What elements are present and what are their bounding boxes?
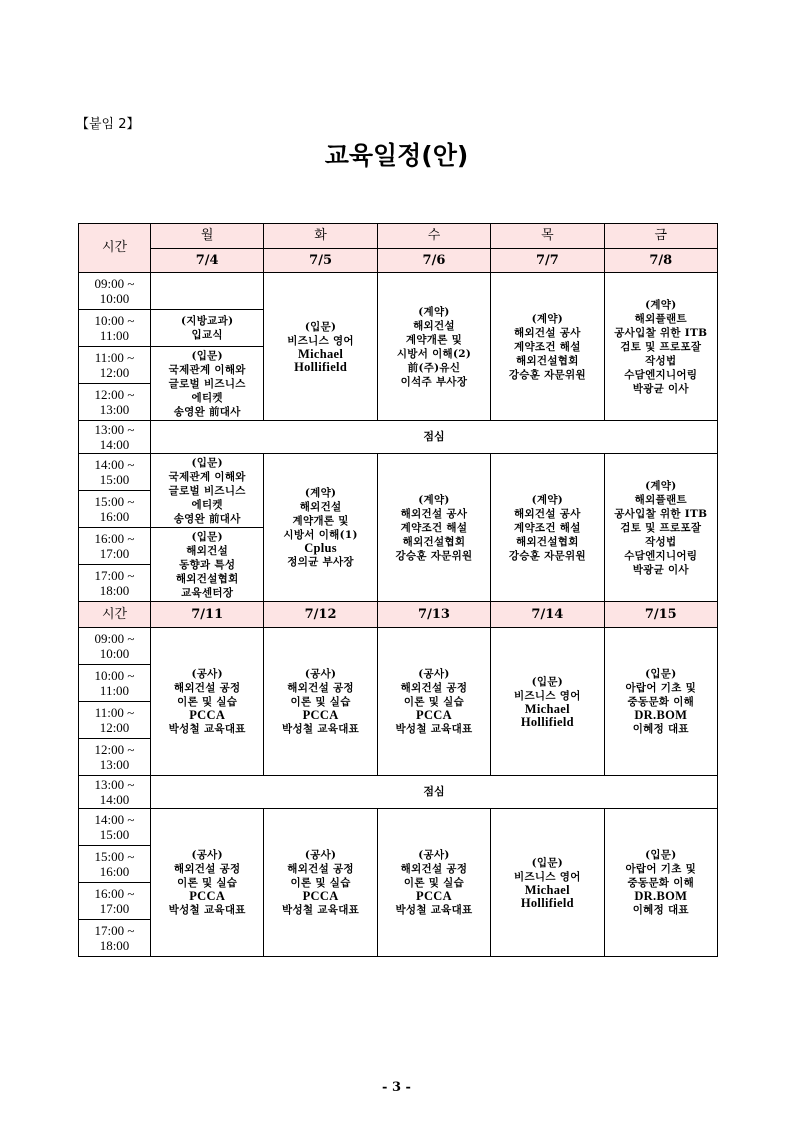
- time-slot-line: 12:00: [99, 365, 130, 380]
- time-slot: [79, 565, 151, 602]
- time-slot-row: [79, 454, 718, 491]
- time-slot: [79, 454, 151, 491]
- session-line: 시방서 이해(2): [396, 347, 472, 360]
- time-slot: [79, 665, 151, 702]
- time-slot-line: 11:00: [99, 683, 130, 698]
- time-slot-line: 11:00 ~: [94, 705, 135, 720]
- session-line: 계약조건 해설: [514, 521, 581, 534]
- session-line: 송영완 前대사: [173, 512, 241, 525]
- session-line: 글로벌 비즈니스: [168, 484, 246, 497]
- time-slot-line: 18:00: [99, 583, 130, 598]
- day-header: 금: [604, 224, 717, 249]
- session-line: 아랍어 기초 및: [625, 682, 697, 694]
- session-cell: [491, 809, 604, 957]
- session-line: (계약): [418, 305, 450, 318]
- time-slot-line: 17:00 ~: [94, 568, 135, 583]
- session-line: 박광균 이사: [632, 563, 689, 576]
- time-slot-row: [79, 809, 718, 846]
- session-line: (입문): [531, 856, 564, 869]
- time-slot-line: 13:00 ~: [94, 422, 135, 437]
- session-cell: [377, 809, 490, 957]
- session-line: 공사입찰 위한 ITB: [614, 326, 708, 339]
- day-header: 월: [151, 224, 264, 249]
- time-slot: [79, 883, 151, 920]
- session-cell: [264, 628, 377, 776]
- session-cell: [604, 454, 717, 602]
- session-line: 박성철 교육대표: [395, 904, 473, 916]
- session-line: 해외건설협회: [175, 572, 239, 585]
- time-slot: [79, 347, 151, 384]
- session-line: (입문): [645, 668, 677, 680]
- session-line: 작성법: [645, 535, 677, 548]
- session-line: 이혜정 대표: [632, 904, 689, 916]
- lunch-break: 점심: [151, 776, 718, 809]
- date-header: 7/14: [491, 602, 604, 628]
- time-slot-line: 12:00 ~: [94, 742, 135, 757]
- session-line: 박성철 교육대표: [282, 723, 360, 735]
- session-line: 국제관계 이해와: [168, 470, 246, 483]
- session-line: Cplus: [304, 541, 337, 555]
- date-header: 7/8: [604, 249, 717, 273]
- session-line: 이론 및 실습: [177, 696, 238, 708]
- session-line: 이론 및 실습: [403, 696, 465, 708]
- session-line: (입문): [191, 530, 223, 543]
- session-line: Hollifield: [520, 895, 574, 910]
- session-line: 중동문화 이해: [627, 696, 695, 708]
- session-line: 국제관계 이해와: [168, 363, 246, 376]
- time-slot-line: 12:00 ~: [94, 387, 135, 402]
- session-line: 해외플랜트: [634, 312, 687, 325]
- time-slot-line: 10:00: [99, 291, 130, 306]
- session-line: 박성철 교육대표: [168, 723, 246, 735]
- session-line: 강승훈 자문위원: [395, 549, 473, 562]
- session-line: 교육센터장: [181, 586, 234, 599]
- day-header-row: [79, 224, 718, 249]
- time-slot-line: 17:00 ~: [94, 923, 135, 938]
- session-line: (공사): [191, 849, 223, 861]
- session-line: PCCA: [189, 708, 226, 722]
- session-cell: [151, 347, 264, 421]
- time-header: 시간: [79, 224, 151, 273]
- session-line: (입문): [191, 456, 223, 469]
- time-slot-row: [79, 273, 718, 310]
- session-line: (계약): [531, 312, 564, 325]
- session-line: 이혜정 대표: [632, 723, 689, 735]
- session-line: PCCA: [302, 708, 339, 722]
- time-slot-line: 14:00 ~: [94, 457, 135, 472]
- lunch-row: [79, 421, 718, 454]
- session-line: 강승훈 자문위원: [508, 368, 586, 381]
- session-line: 박성철 교육대표: [168, 904, 246, 916]
- session-line: 중동문화 이해: [627, 877, 695, 889]
- time-slot-line: 15:00: [99, 827, 130, 842]
- time-slot-line: 16:00: [99, 509, 130, 524]
- session-line: Michael: [524, 701, 570, 716]
- time-slot-line: 13:00: [99, 402, 130, 417]
- session-cell: [491, 628, 604, 776]
- time-header: 시간: [79, 602, 151, 628]
- lunch-row: [79, 776, 718, 809]
- time-slot: [79, 310, 151, 347]
- session-line: 계약조건 해설: [514, 340, 581, 353]
- session-line: DR.BOM: [634, 708, 688, 722]
- session-line: 이석주 부사장: [400, 375, 468, 388]
- session-line: 해외건설 공정: [287, 682, 354, 694]
- session-cell: [377, 273, 490, 421]
- session-line: 해외건설 공사: [400, 507, 468, 520]
- session-line: (계약): [304, 487, 337, 499]
- session-line: 계약개론 및: [405, 333, 463, 346]
- session-line: 에티켓: [191, 391, 223, 404]
- session-line: (공사): [304, 849, 337, 861]
- session-line: (입문): [531, 675, 564, 688]
- time-slot-line: 16:00: [99, 864, 130, 879]
- session-cell: [604, 628, 717, 776]
- date-header: 7/15: [604, 602, 717, 628]
- session-line: 해외건설 공사: [514, 507, 581, 520]
- session-cell: [604, 809, 717, 957]
- time-slot-line: 11:00: [99, 328, 130, 343]
- session-line: 수담엔지니어링: [624, 549, 698, 562]
- time-slot-line: 10:00 ~: [94, 313, 135, 328]
- session-line: 계약개론 및: [292, 515, 349, 527]
- date-header: 7/11: [151, 602, 264, 628]
- date-header: 7/13: [377, 602, 490, 628]
- session-line: PCCA: [189, 889, 226, 903]
- session-cell: [377, 628, 490, 776]
- time-slot-line: 15:00 ~: [94, 494, 135, 509]
- session-line: 해외건설협회: [516, 354, 579, 367]
- time-slot-line: 10:00: [99, 646, 130, 661]
- session-line: PCCA: [302, 889, 339, 903]
- session-line: (계약): [531, 493, 564, 506]
- session-line: 강승훈 자문위원: [508, 549, 586, 562]
- session-line: 박성철 교육대표: [395, 723, 473, 735]
- session-line: Michael: [524, 882, 570, 897]
- session-line: 이론 및 실습: [290, 696, 351, 708]
- session-line: (계약): [645, 298, 677, 311]
- session-cell: [377, 454, 490, 602]
- session-line: 비즈니스 영어: [287, 334, 354, 347]
- session-line: 에티켓: [191, 498, 223, 511]
- date-header: 7/12: [264, 602, 377, 628]
- session-line: 글로벌 비즈니스: [168, 377, 246, 390]
- session-cell: [151, 454, 264, 528]
- date-header-row: [79, 249, 718, 273]
- session-line: 해외건설: [413, 319, 455, 332]
- session-line: Hollifield: [294, 359, 348, 374]
- time-slot-line: 12:00: [99, 720, 130, 735]
- session-line: 해외건설 공사: [514, 326, 581, 339]
- session-line: 해외플랜트: [634, 493, 687, 506]
- date-header-row: [79, 602, 718, 628]
- session-line: 해외건설 공정: [400, 863, 468, 875]
- session-line: 입교식: [191, 329, 223, 341]
- session-line: Hollifield: [520, 714, 574, 729]
- session-line: (계약): [418, 493, 450, 506]
- time-slot-line: 16:00 ~: [94, 886, 135, 901]
- session-line: (계약): [645, 479, 677, 492]
- time-slot-line: 14:00: [99, 437, 130, 452]
- session-line: PCCA: [416, 889, 452, 903]
- day-header: 화: [264, 224, 377, 249]
- session-line: (공사): [304, 668, 337, 680]
- time-slot-line: 14:00: [99, 792, 130, 807]
- session-cell: [151, 809, 264, 957]
- day-header: 목: [491, 224, 604, 249]
- session-line: 비즈니스 영어: [514, 870, 581, 883]
- time-slot-line: 09:00 ~: [94, 631, 135, 646]
- session-cell: [151, 273, 264, 310]
- session-line: 아랍어 기초 및: [625, 863, 697, 875]
- session-line: 공사입찰 위한 ITB: [614, 507, 708, 520]
- time-slot-line: 10:00 ~: [94, 668, 135, 683]
- time-slot-line: 13:00: [99, 757, 130, 772]
- session-line: Michael: [298, 346, 344, 361]
- date-header: 7/4: [151, 249, 264, 273]
- time-slot: [79, 809, 151, 846]
- session-cell: [264, 454, 377, 602]
- session-line: PCCA: [416, 708, 452, 722]
- session-line: 송영완 前대사: [173, 405, 241, 418]
- time-slot-line: 15:00 ~: [94, 849, 135, 864]
- page-number: - 3 -: [382, 1080, 411, 1095]
- lunch-break: 점심: [151, 421, 718, 454]
- session-line: 해외건설협회: [402, 535, 466, 548]
- session-line: (입문): [191, 349, 223, 362]
- session-line: 박성철 교육대표: [282, 904, 360, 916]
- session-line: 비즈니스 영어: [514, 689, 581, 702]
- session-line: 박광균 이사: [632, 382, 689, 395]
- time-slot: [79, 491, 151, 528]
- time-slot-line: 09:00 ~: [94, 276, 135, 291]
- time-slot-line: 14:00 ~: [94, 812, 135, 827]
- page-title: 교육일정(안): [324, 141, 469, 170]
- session-cell: [491, 454, 604, 602]
- session-line: 해외건설 공정: [400, 682, 468, 694]
- session-line: 수담엔지니어링: [624, 368, 698, 381]
- session-line: (공사): [191, 668, 223, 680]
- time-slot: [79, 920, 151, 957]
- session-line: 해외건설협회: [516, 535, 579, 548]
- session-line: 해외건설 공정: [173, 682, 241, 694]
- session-line: 해외건설 공정: [287, 863, 354, 875]
- time-slot: [79, 702, 151, 739]
- session-cell: [151, 528, 264, 602]
- time-slot: [79, 384, 151, 421]
- session-line: (입문): [645, 849, 677, 861]
- time-slot-line: 17:00: [99, 901, 130, 916]
- session-line: 동향과 특성: [179, 558, 236, 571]
- time-slot-line: 13:00 ~: [94, 777, 135, 792]
- day-header: 수: [377, 224, 490, 249]
- time-slot-line: 11:00 ~: [94, 350, 135, 365]
- time-slot-line: 17:00: [99, 546, 130, 561]
- session-line: 시방서 이해(1): [283, 529, 358, 541]
- session-cell: [491, 273, 604, 421]
- time-slot-line: 18:00: [99, 938, 130, 953]
- date-header: 7/5: [264, 249, 377, 273]
- date-header: 7/6: [377, 249, 490, 273]
- session-line: 해외건설 공정: [173, 863, 241, 875]
- time-slot: [79, 421, 151, 454]
- time-slot: [79, 273, 151, 310]
- date-header: 7/7: [491, 249, 604, 273]
- time-slot-row: [79, 628, 718, 665]
- session-cell: [151, 310, 264, 347]
- session-line: 작성법: [645, 354, 677, 367]
- session-line: 前(주)유신: [407, 361, 461, 374]
- schedule-table: [78, 223, 718, 957]
- time-slot: [79, 739, 151, 776]
- session-line: 계약조건 해설: [400, 521, 468, 534]
- attachment-label: 【붙임 2】: [76, 117, 140, 132]
- session-line: (지방교과): [181, 315, 234, 327]
- session-line: 해외건설: [299, 501, 342, 513]
- session-line: (입문): [304, 320, 337, 333]
- session-cell: [604, 273, 717, 421]
- session-cell: [151, 628, 264, 776]
- session-line: DR.BOM: [634, 889, 688, 903]
- session-line: 검토 및 프로포잘: [620, 340, 702, 353]
- session-line: 이론 및 실습: [403, 877, 465, 889]
- session-line: 정의균 부사장: [287, 556, 354, 568]
- session-line: 이론 및 실습: [177, 877, 238, 889]
- time-slot-line: 16:00 ~: [94, 531, 135, 546]
- session-cell: [264, 809, 377, 957]
- session-line: (공사): [418, 849, 450, 861]
- session-line: 해외건설: [186, 544, 229, 557]
- time-slot: [79, 776, 151, 809]
- time-slot-line: 15:00: [99, 472, 130, 487]
- time-slot: [79, 628, 151, 665]
- session-cell: [264, 273, 377, 421]
- time-slot: [79, 528, 151, 565]
- time-slot: [79, 846, 151, 883]
- session-line: (공사): [418, 668, 450, 680]
- session-line: 검토 및 프로포잘: [620, 521, 702, 534]
- session-line: 이론 및 실습: [290, 877, 351, 889]
